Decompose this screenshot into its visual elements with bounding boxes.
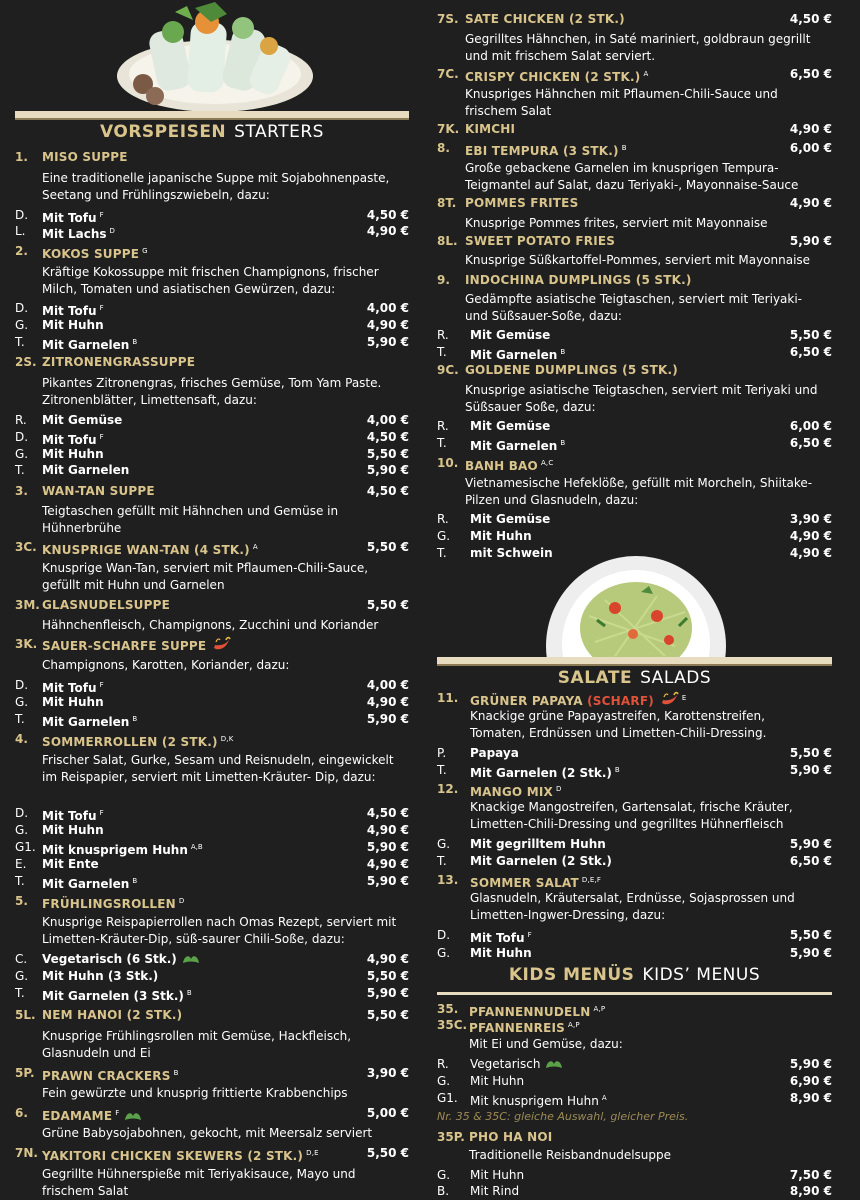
kids-header: KIDS MENÜS KIDS’ MENUS [508, 965, 761, 985]
leaf-icon [124, 1110, 142, 1122]
menu-item-desc: Knackige grüne Papayastreifen, Karottenstreifen, Tomaten, Erdnüssen und Limetten-Chili-Dressing. [470, 709, 767, 740]
menu-option: P. Papaya 5,50 € [437, 746, 832, 760]
chili-icon [211, 636, 231, 652]
menu-option: D. Mit Tofu $^F$ 4,50 € [15, 208, 409, 225]
menu-item-2s: 2S. ZITRONENGRASSUPPE [15, 355, 196, 369]
menu-item-desc: Fein gewürzte und knusprig frittierte Krabbenchips [42, 1086, 348, 1100]
menu-option: T. Mit Garnelen $^B$ 6,50 € [437, 436, 832, 453]
menu-option: B. Mit Rind 8,90 € [437, 1184, 832, 1198]
menu-option: T. Mit Garnelen (2 Stk.) $^B$ 5,90 € [437, 763, 832, 780]
menu-item-35: 35. PFANNENNUDELN $^{A,P}$ [437, 1002, 606, 1019]
menu-option: R. Mit Gemüse 4,00 € [15, 413, 409, 427]
menu-item-35c: 35C. PFANNENREIS $^{A,P}$ [437, 1018, 580, 1035]
menu-option: G. Mit Huhn 7,50 € [437, 1168, 832, 1182]
menu-item-desc: Knusprige Reispapierrollen nach Omas Rezept, serviert mit Limetten-Kräuter-Dip, süß-saurer Chili-Soße, dazu: [42, 915, 397, 946]
menu-item-desc: Glasnudeln, Kräutersalat, Erdnüsse, Sojasprossen und Limetten-Ingwer-Dressing, dazu: [470, 891, 795, 922]
menu-item-5l: 5L. NEM HANOI (2 STK.) 5,50 € [15, 1008, 409, 1022]
menu-item-desc: Champignons, Karotten, Koriander, dazu: [42, 658, 290, 672]
menu-option: G. Mit Huhn 4,90 € [437, 529, 832, 543]
menu-item-desc: Knusprige Frühlingsrollen mit Gemüse, Hackfleisch, Glasnudeln und Ei [42, 1029, 352, 1060]
menu-item-7c: 7C. CRISPY CHICKEN (2 STK.) $^A$ 6,50 € [437, 67, 832, 84]
menu-option: G1. Mit knusprigem Huhn $^A$ 8,90 € [437, 1091, 832, 1108]
menu-option: T. Mit Garnelen $^B$ 6,50 € [437, 345, 832, 362]
menu-item-8: 8. EBI TEMPURA (3 STK.) $^B$ 6,00 € [437, 141, 832, 158]
menu-option: R. Mit Gemüse 6,00 € [437, 419, 832, 433]
menu-item-8t: 8T. POMMES FRITES 4,90 € [437, 196, 832, 210]
starters-title-de: VORSPEISEN [100, 122, 227, 142]
chili-icon [659, 691, 679, 707]
menu-item-3: 3. WAN-TAN SUPPE 4,50 € [15, 484, 409, 498]
menu-option: G. Mit gegrilltem Huhn 5,90 € [437, 837, 832, 851]
menu-option: R. Mit Gemüse 3,90 € [437, 512, 832, 526]
section-divider [15, 111, 409, 120]
menu-item-7n: 7N. YAKITORI CHICKEN SKEWERS (2 STK.) $^{D,E}$ 5,50 € [15, 1146, 409, 1163]
menu-item-desc: Frischer Salat, Gurke, Sesam und Reisnudeln, eingewickelt im Reispapier, serviert mit Limetten-Kräuter- Dip, dazu: [42, 753, 394, 784]
menu-option: G1. Mit knusprigem Huhn $^{A,B}$ 5,90 € [15, 840, 409, 857]
menu-option: D. Mit Tofu $^F$ 4,50 € [15, 806, 409, 823]
menu-item-8l: 8L. SWEET POTATO FRIES 5,90 € [437, 234, 832, 248]
section-divider [437, 992, 832, 995]
menu-option: D. Mit Tofu $^F$ 4,00 € [15, 678, 409, 695]
menu-option: G. Mit Huhn 6,90 € [437, 1074, 832, 1088]
menu-item-3m: 3M. GLASNUDELSUPPE 5,50 € [15, 598, 409, 612]
menu-item-desc: Vietnamesische Hefeklöße, gefüllt mit Morcheln, Shiitake-Pilzen und Glasnudeln, dazu: [465, 476, 813, 507]
menu-item-desc: Knusprige Süßkartoffel-Pommes, serviert mit Mayonnaise [465, 253, 811, 267]
menu-option: T. Mit Garnelen (2 Stk.) 6,50 € [437, 854, 832, 868]
menu-option: G. Mit Huhn 4,90 € [15, 823, 409, 837]
menu-item-desc: Knusprige asiatische Teigtaschen, serviert mit Teriyaki und Süßsauer Soße, dazu: [465, 383, 818, 414]
menu-item-12: 12. MANGO MIX $^D$ [437, 782, 562, 799]
menu-option: T. Mit Garnelen 5,90 € [15, 463, 409, 477]
leaf-icon [182, 953, 200, 965]
menu-item-desc: Teigtaschen gefüllt mit Hähnchen und Gemüse in Hühnerbrühe [42, 504, 339, 535]
menu-item-9c: 9C. GOLDENE DUMPLINGS (5 STK.) [437, 363, 678, 377]
menu-option: T. Mit Garnelen $^B$ 5,90 € [15, 335, 409, 352]
menu-option: G. Mit Huhn 5,50 € [15, 447, 409, 461]
menu-option: R. Vegetarisch 5,90 € [437, 1057, 832, 1071]
menu-item-desc: Gegrillte Hühnerspieße mit Teriyakisauce, Mayo und frischem Salat [42, 1167, 356, 1198]
menu-item-desc: Pikantes Zitronengras, frisches Gemüse, Tom Yam Paste. Zitronenblätter, Limettensaft, dazu: [42, 376, 382, 407]
menu-option: R. Mit Gemüse 5,50 € [437, 328, 832, 342]
menu-option: G. Mit Huhn 4,90 € [15, 318, 409, 332]
menu-option: D. Mit Tofu $^F$ 4,50 € [15, 430, 409, 447]
leaf-icon [545, 1058, 563, 1070]
menu-option: T. mit Schwein 4,90 € [437, 546, 832, 560]
menu-item-desc: Eine traditionelle japanische Suppe mit Sojabohnenpaste, Seetang und Frühlingszwiebeln, dazu: [42, 171, 390, 202]
menu-item-5: 5. FRÜHLINGSROLLEN $^D$ [15, 894, 185, 911]
menu-option: T. Mit Garnelen $^B$ 5,90 € [15, 712, 409, 729]
menu-item-10: 10. BANH BAO $^{A,C}$ [437, 456, 554, 473]
spring-rolls-plate-icon [115, 0, 315, 112]
menu-option: G. Mit Huhn 4,90 € [15, 695, 409, 709]
menu-option: C. Vegetarisch (6 Stk.) 4,90 € [15, 952, 409, 966]
starters-header [15, 121, 409, 143]
kids-note: Nr. 35 & 35C: gleiche Auswahl, gleicher Preis. [437, 1110, 689, 1123]
menu-item-desc: Knusprige Wan-Tan, serviert mit Pflaumen-Chili-Sauce, gefüllt mit Huhn und Garnelen [42, 561, 369, 592]
menu-option: G. Mit Huhn 5,90 € [437, 946, 832, 960]
salads-header: SALATE SALADS [557, 668, 712, 688]
menu-option: E. Mit Ente 4,90 € [15, 857, 409, 871]
menu-item-desc: Gegrilltes Hähnchen, in Saté mariniert, goldbraun gegrillt und mit frischem Salat serviert. [465, 32, 811, 63]
menu-item-desc: Grüne Babysojabohnen, gekocht, mit Meersalz serviert [42, 1126, 373, 1140]
papaya-salad-plate-icon [545, 556, 727, 658]
menu-item-3k: 3K. SAUER-SCHARFE SUPPE [15, 636, 409, 653]
menu-option: D. Mit Tofu $^F$ 4,00 € [15, 301, 409, 318]
menu-item-5p: 5P. PRAWN CRACKERS $^B$ 3,90 € [15, 1066, 409, 1083]
menu-item-11: 11. GRÜNER PAPAYA (SCHARF) $^E$ [437, 691, 687, 708]
menu-item-7s: 7S. SATE CHICKEN (2 STK.) 4,50 € [437, 12, 832, 26]
menu-item-desc: Kräftige Kokossuppe mit frischen Champignons, frischer Milch, Tomaten und asiatischen Gewürzen, dazu: [42, 265, 379, 296]
menu-option: T. Mit Garnelen (3 Stk.) $^B$ 5,90 € [15, 986, 409, 1003]
menu-item-desc: Gedämpfte asiatische Teigtaschen, serviert mit Teriyaki- und Süßsauer-Soße, dazu: [465, 292, 803, 323]
menu-item-13: 13. SOMMER SALAT $^{D,E,F}$ [437, 873, 602, 890]
menu-item-3c: 3C. KNUSPRIGE WAN-TAN (4 STK.) $^A$ 5,50 € [15, 540, 409, 557]
menu-item-desc: Traditionelle Reisbandnudelsuppe [469, 1148, 672, 1162]
menu-item-desc: Knackige Mangostreifen, Gartensalat, frische Kräuter, Limetten-Chili-Dressing und gegrilltes Hühnerfleisch [470, 800, 793, 831]
menu-item-1: 1. MISO SUPPE [15, 150, 128, 164]
menu-item-desc: Knuspriges Hähnchen mit Pflaumen-Chili-Sauce und frischem Salat [465, 87, 778, 118]
menu-item-4: 4. SOMMERROLLEN (2 STK.) $^{D,K}$ [15, 732, 234, 749]
menu-item-desc: Knusprige Pommes frites, serviert mit Mayonnaise [465, 216, 768, 230]
menu-option: G. Mit Huhn (3 Stk.) 5,50 € [15, 969, 409, 983]
menu-item-6: 6. EDAMAME $^F$ 5,00 € [15, 1106, 409, 1123]
menu-item-35p: 35P. PHO HA NOI [437, 1130, 553, 1144]
section-divider [437, 657, 832, 666]
menu-option: L. Mit Lachs $^D$ 4,90 € [15, 224, 409, 241]
menu-item-desc: Hähnchenfleisch, Champignons, Zucchini und Koriander [42, 618, 379, 632]
starters-title-en: STARTERS [234, 122, 324, 142]
menu-option: D. Mit Tofu $^F$ 5,50 € [437, 928, 832, 945]
menu-item-7k: 7K. KIMCHI 4,90 € [437, 122, 832, 136]
menu-item-9: 9. INDOCHINA DUMPLINGS (5 STK.) [437, 273, 692, 287]
menu-item-desc: Mit Ei und Gemüse, dazu: [469, 1037, 623, 1051]
menu-item-2: 2. KOKOS SUPPE $^G$ [15, 244, 148, 261]
menu-item-desc: Große gebackene Garnelen im knusprigen Tempura-Teigmantel auf Salat, dazu Teriyaki-, Mayonnaise-Sauce [465, 161, 799, 192]
menu-option: T. Mit Garnelen $^B$ 5,90 € [15, 874, 409, 891]
